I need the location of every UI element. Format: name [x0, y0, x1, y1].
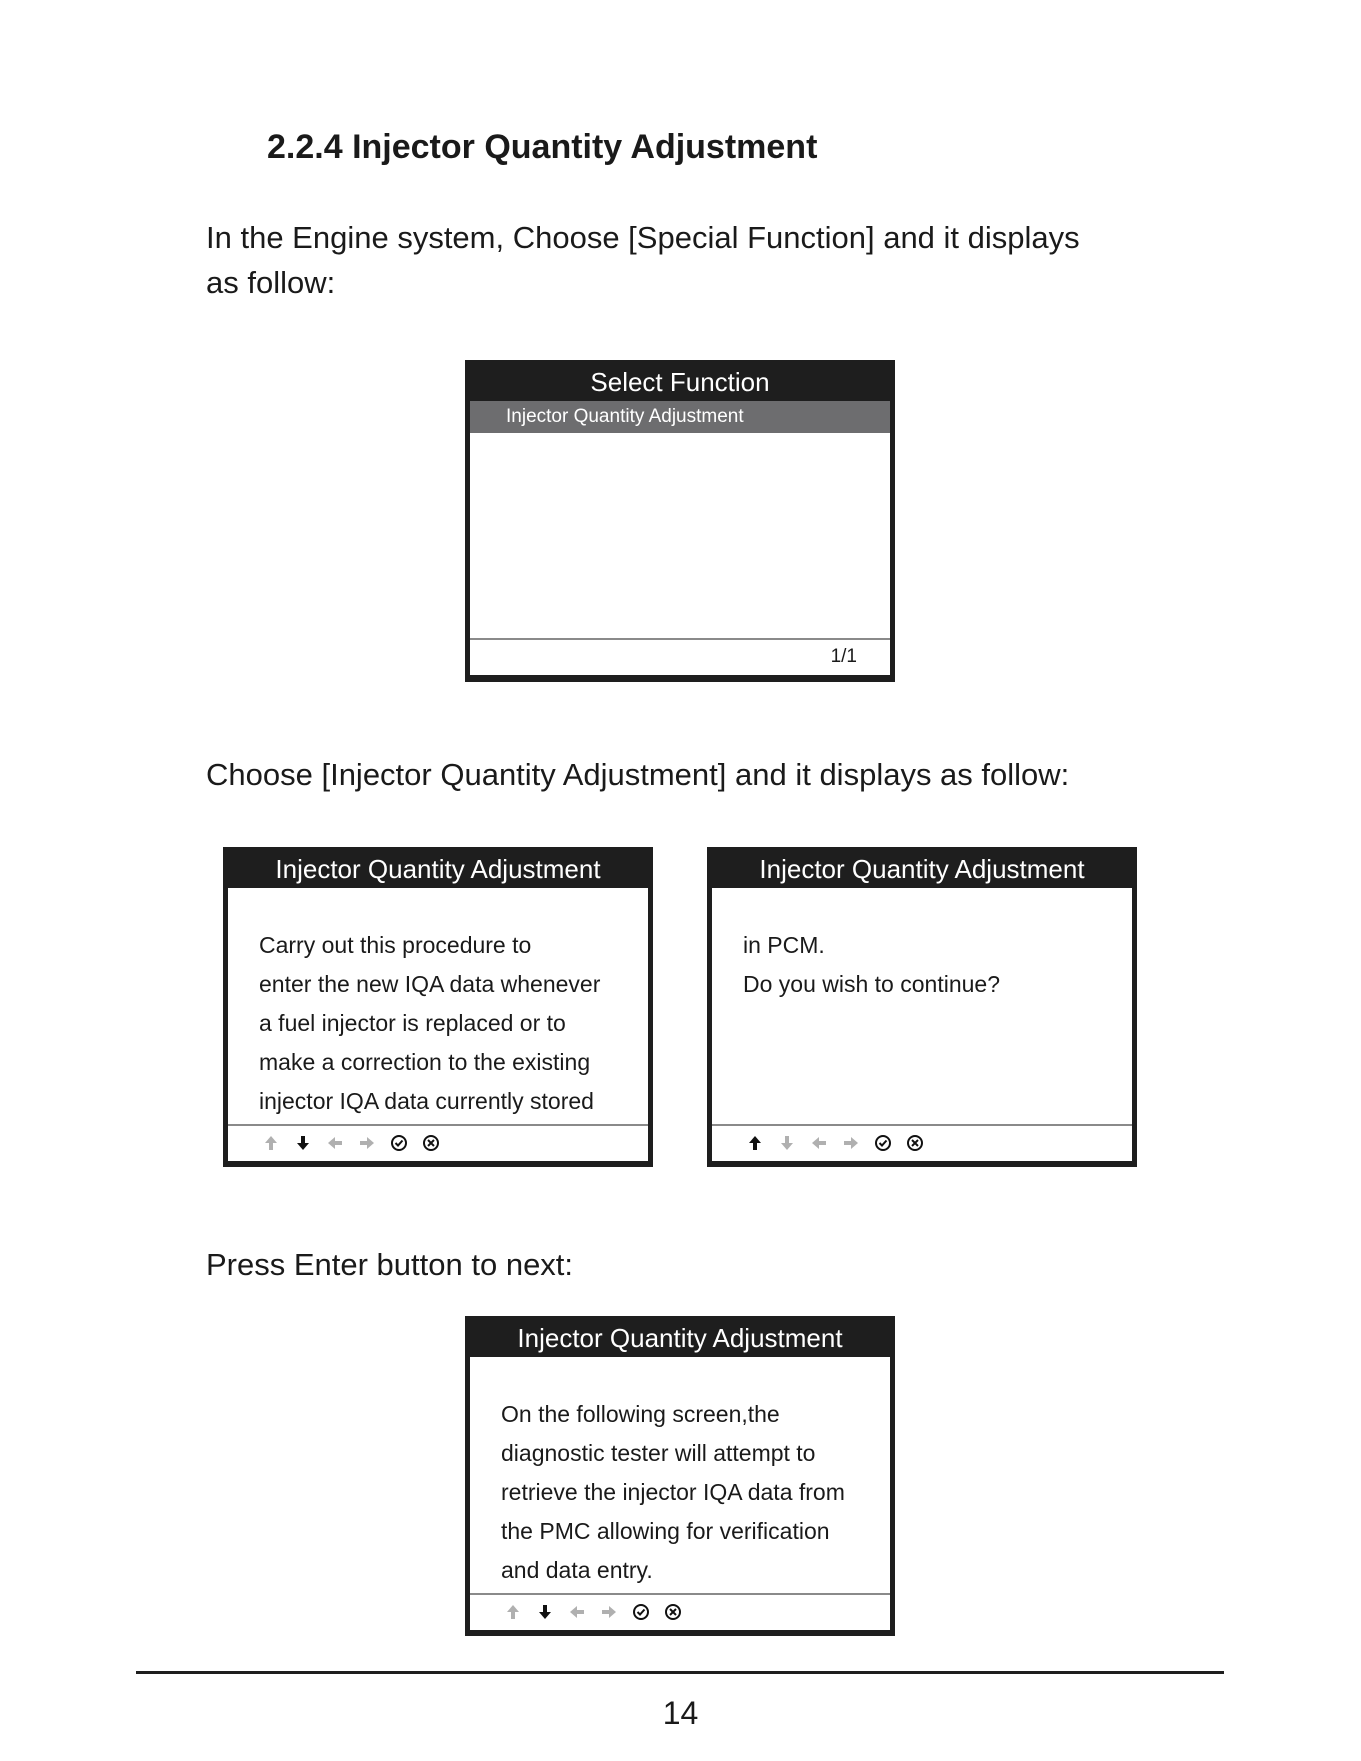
- nav-icons: [504, 1602, 696, 1622]
- arrow-up-icon: [746, 1134, 778, 1152]
- screen-body: [712, 888, 1132, 1161]
- iqa-screen-intro: [223, 847, 653, 1167]
- message-line: and data entry.: [501, 1557, 653, 1583]
- nav-icons: [262, 1133, 454, 1153]
- choose-paragraph: Choose [Injector Quantity Adjustment] and it displays as follow:: [206, 757, 1070, 792]
- iqa-screen-continue: [707, 847, 1137, 1167]
- arrow-up-icon: [504, 1603, 536, 1621]
- message-line: diagnostic tester will attempt to: [501, 1440, 816, 1466]
- screen-message: [470, 1357, 890, 1590]
- message-line: injector IQA data currently stored: [259, 1088, 594, 1114]
- check-circle-icon: [632, 1603, 664, 1621]
- footer-divider: [136, 1671, 1224, 1674]
- menu-item-injector-quantity-adjustment[interactable]: Injector Quantity Adjustment: [470, 401, 890, 433]
- screen-message: [712, 888, 1132, 1004]
- screen-footer: [470, 638, 890, 675]
- message-line: Do you wish to continue?: [743, 971, 1000, 997]
- arrow-down-icon: [294, 1134, 326, 1152]
- screen-body: [228, 888, 648, 1161]
- screen-title: Injector Quantity Adjustment: [759, 854, 1085, 884]
- screen-body: [470, 1357, 890, 1630]
- arrow-left-icon: [568, 1603, 600, 1621]
- page-indicator: 1/1: [830, 646, 857, 667]
- arrow-down-icon: [778, 1134, 810, 1152]
- arrow-left-icon: [326, 1134, 358, 1152]
- screen-footer: [228, 1124, 648, 1161]
- page-number: 14: [662, 1695, 699, 1731]
- screen-message: [228, 888, 648, 1121]
- arrow-up-icon: [262, 1134, 294, 1152]
- message-line: enter the new IQA data whenever: [259, 971, 601, 997]
- press-enter-paragraph: Press Enter button to next:: [206, 1247, 574, 1282]
- intro-line-2: as follow:: [206, 265, 336, 300]
- intro-paragraph: [206, 215, 1166, 305]
- message-line: make a correction to the existing: [259, 1049, 591, 1075]
- screen-title: Injector Quantity Adjustment: [517, 1323, 843, 1353]
- screen-title: Select Function: [590, 367, 770, 397]
- arrow-left-icon: [810, 1134, 842, 1152]
- screen-body: [470, 401, 890, 675]
- check-circle-icon: [874, 1134, 906, 1152]
- arrow-right-icon: [600, 1603, 632, 1621]
- arrow-right-icon: [842, 1134, 874, 1152]
- cancel-circle-icon: [906, 1134, 938, 1152]
- message-line: the PMC allowing for verification: [501, 1518, 830, 1544]
- nav-icons: [746, 1133, 938, 1153]
- screen-footer: [470, 1593, 890, 1630]
- message-line: in PCM.: [743, 932, 825, 958]
- arrow-right-icon: [358, 1134, 390, 1152]
- message-line: On the following screen,the: [501, 1401, 780, 1427]
- iqa-screen-retrieve: [465, 1316, 895, 1636]
- message-line: a fuel injector is replaced or to: [259, 1010, 566, 1036]
- intro-line-1: In the Engine system, Choose [Special Function] and it displays: [206, 220, 1080, 255]
- select-function-screen: [465, 360, 895, 682]
- cancel-circle-icon: [422, 1134, 454, 1152]
- message-line: retrieve the injector IQA data from: [501, 1479, 845, 1505]
- screen-title: Injector Quantity Adjustment: [275, 854, 601, 884]
- section-heading: 2.2.4 Injector Quantity Adjustment: [267, 128, 818, 166]
- arrow-down-icon: [536, 1603, 568, 1621]
- message-line: Carry out this procedure to: [259, 932, 532, 958]
- cancel-circle-icon: [664, 1603, 696, 1621]
- check-circle-icon: [390, 1134, 422, 1152]
- screen-footer: [712, 1124, 1132, 1161]
